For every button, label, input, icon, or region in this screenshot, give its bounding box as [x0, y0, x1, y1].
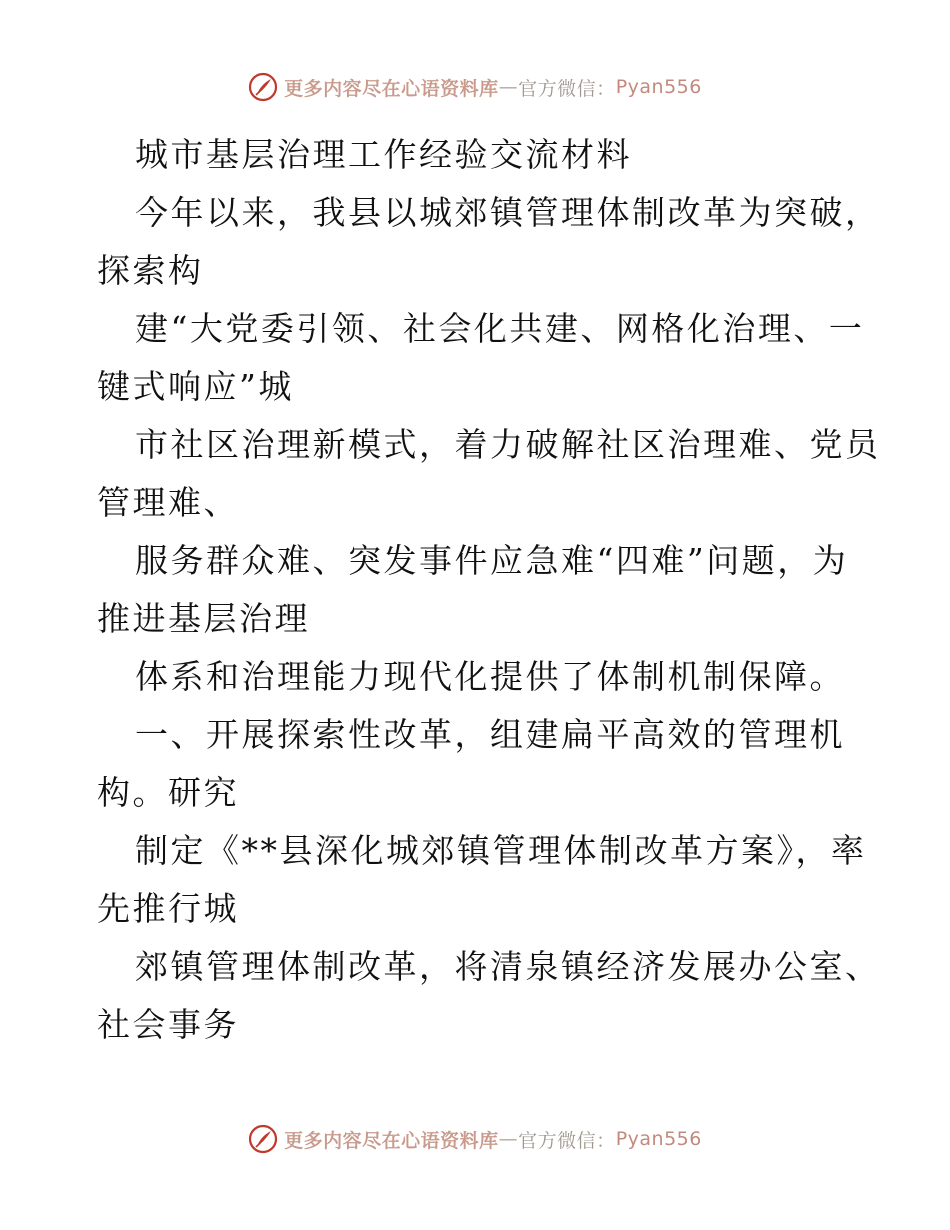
watermark-wechat-id: Pyan556 [615, 76, 702, 98]
paragraph-line: 社会事务 [97, 1005, 239, 1044]
watermark-separator: — [498, 76, 519, 98]
watermark-separator: — [498, 1128, 519, 1150]
paragraph-line: 服务群众难、突发事件应急难“四难”问题，为 [135, 541, 849, 580]
paragraph-line: 键式响应”城 [97, 367, 294, 406]
paragraph-line: 管理难、 [97, 483, 239, 522]
document-body [97, 126, 881, 1054]
section-heading-line: 一、开展探索性改革，组建扁平高效的管理机 [135, 715, 845, 754]
feather-pen-logo-icon [248, 1124, 278, 1154]
paragraph-line: 推进基层治理 [97, 599, 310, 638]
watermark-wechat-label: 官方微信： [518, 77, 616, 100]
paragraph-line: 先推行城 [97, 889, 239, 928]
paragraph-line: 今年以来，我县以城郊镇管理体制改革为突破， [135, 193, 881, 232]
paragraph-line: 构。研究 [97, 773, 239, 812]
feather-pen-logo-icon [248, 72, 278, 102]
watermark-main-text: 更多内容尽在心语资料库 [284, 77, 499, 100]
paragraph-line: 建“大党委引领、社会化共建、网格化治理、一 [135, 309, 865, 348]
footer-watermark [0, 1124, 950, 1154]
paragraph-line: 探索构 [97, 251, 204, 290]
watermark-wechat-id: Pyan556 [615, 1128, 702, 1150]
paragraph-line: 市社区治理新模式，着力破解社区治理难、党员 [135, 425, 881, 464]
paragraph-line: 郊镇管理体制改革，将清泉镇经济发展办公室、 [135, 947, 881, 986]
paragraph-line: 制定《**县深化城郊镇管理体制改革方案》，率 [135, 831, 867, 870]
watermark-main-text: 更多内容尽在心语资料库 [284, 1129, 499, 1152]
paragraph-line: 体系和治理能力现代化提供了体制机制保障。 [135, 657, 845, 696]
watermark-wechat-label: 官方微信： [518, 1129, 616, 1152]
document-title: 城市基层治理工作经验交流材料 [135, 135, 632, 174]
header-watermark [0, 72, 950, 102]
